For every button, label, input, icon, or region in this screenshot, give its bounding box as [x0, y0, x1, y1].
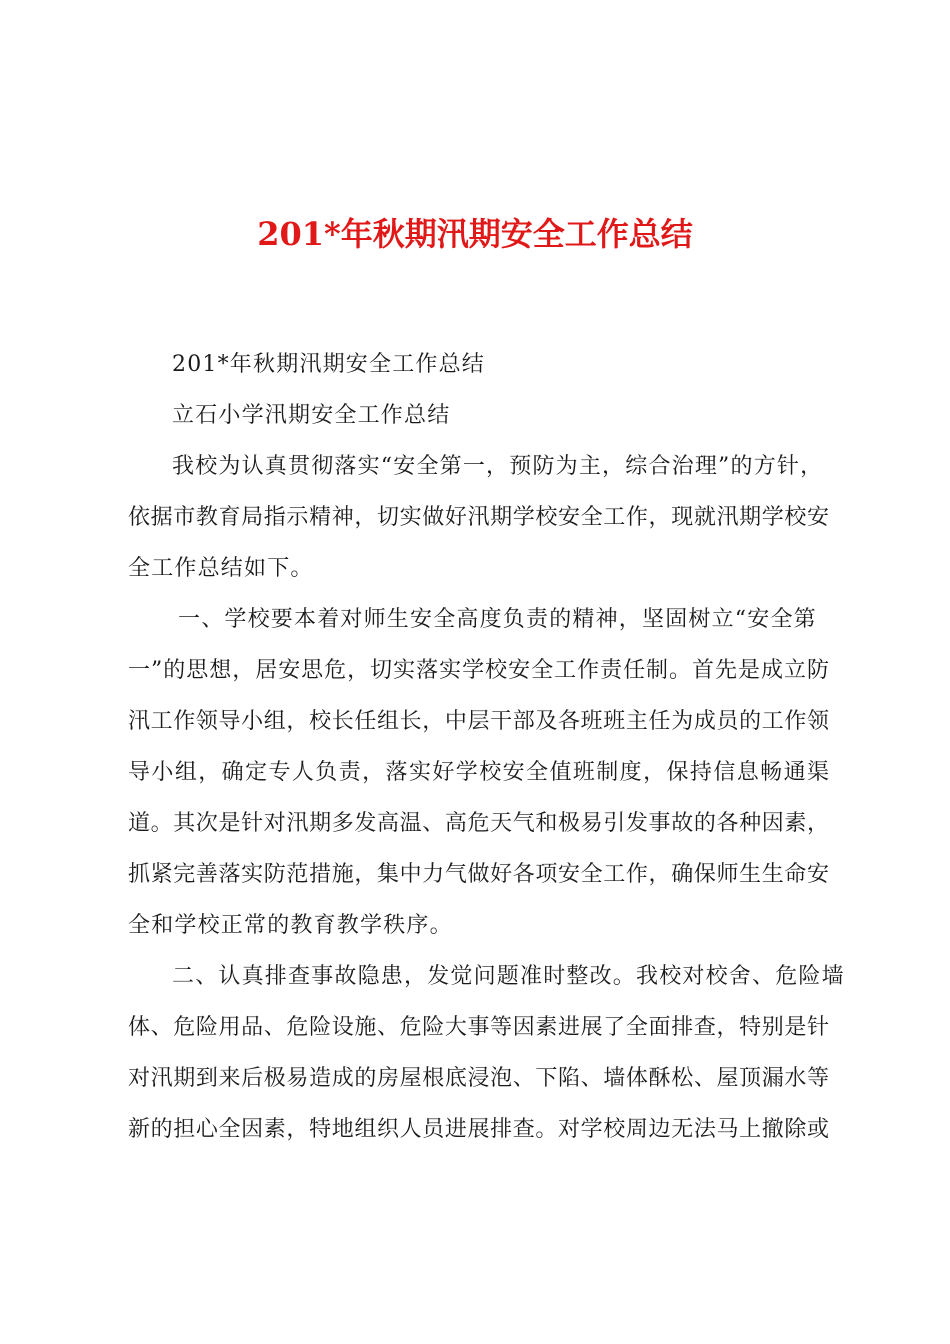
school-title-line: 立石小学汛期安全工作总结 — [172, 403, 451, 428]
paragraph-line: 依据市教育局指示精神，切实做好汛期学校安全工作，现就汛期学校安 — [128, 505, 829, 530]
subtitle-line: 201*年秋期汛期安全工作总结 — [172, 352, 485, 377]
paragraph-line: 我校为认真贯彻落实“安全第一，预防为主，综合治理”的方针， — [172, 454, 824, 479]
paragraph-line: 抓紧完善落实防范措施，集中力气做好各项安全工作，确保师生生命安 — [128, 862, 829, 887]
paragraph-line: 导小组，确定专人负责，落实好学校安全值班制度，保持信息畅通渠 — [128, 760, 829, 785]
paragraph-line: 体、危险用品、危险设施、危险大事等因素进展了全面排查，特别是针 — [128, 1015, 829, 1040]
paragraph-line: 二、认真排查事故隐患，发觉问题准时整改。我校对校舍、危险墙 — [172, 964, 845, 989]
paragraph-line: 道。其次是针对汛期多发高温、高危天气和极易引发事故的各种因素， — [128, 811, 829, 836]
paragraph-line: 汛工作领导小组，校长任组长，中层干部及各班班主任为成员的工作领 — [128, 709, 829, 734]
paragraph-line: 对汛期到来后极易造成的房屋根底浸泡、下陷、墙体酥松、屋顶漏水等 — [128, 1066, 829, 1091]
paragraph-line: 新的担心全因素，特地组织人员进展排查。对学校周边无法马上撤除或 — [128, 1117, 829, 1142]
document-body — [128, 346, 845, 1162]
paragraph-line: 一、学校要本着对师生安全高度负责的精神，坚固树立“安全第 — [178, 607, 817, 632]
paragraph-line: 全和学校正常的教育教学秩序。 — [128, 913, 453, 938]
document-title: 201*年秋期汛期安全工作总结 — [257, 215, 693, 253]
paragraph-line: 全工作总结如下。 — [128, 556, 314, 581]
paragraph-line: 一”的思想，居安思危，切实落实学校安全工作责任制。首先是成立防 — [128, 658, 829, 683]
